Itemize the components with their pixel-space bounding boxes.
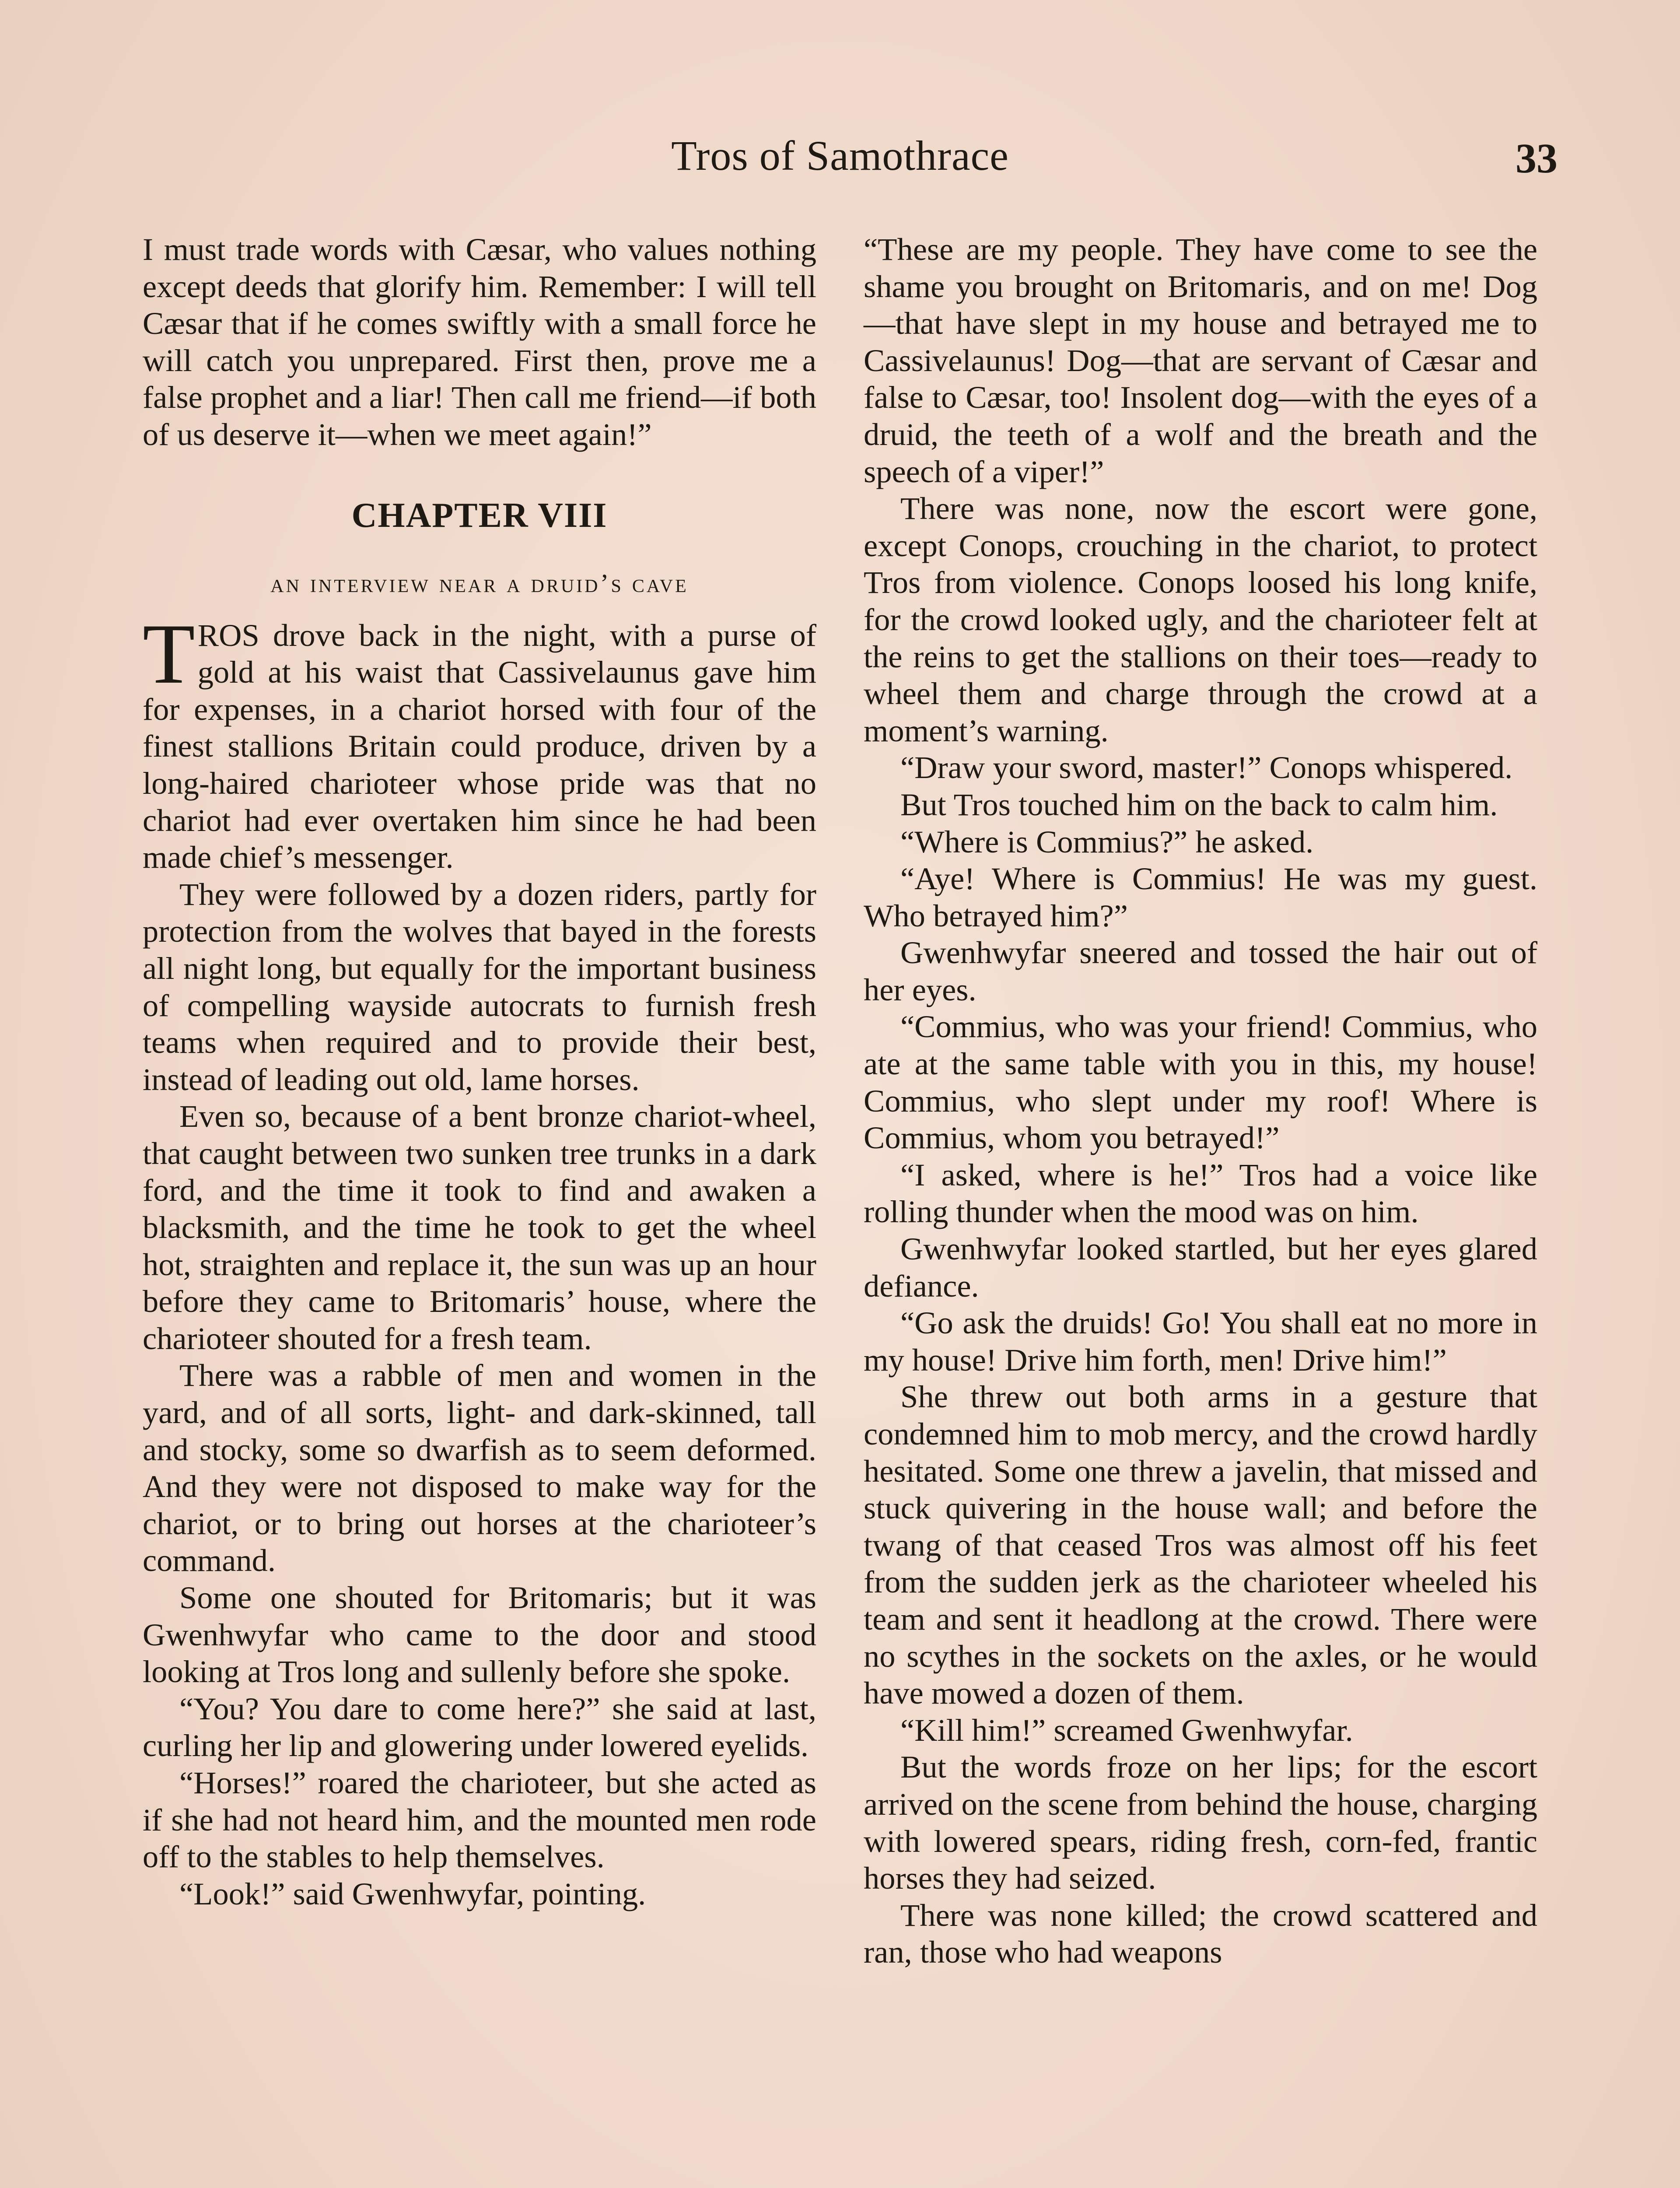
right-column (864, 231, 1537, 1971)
left-column (143, 231, 816, 1912)
paragraph: Some one shouted for Britomaris; but it was Gwenhwyfar who came to the door and stood looking at Tros long and sullenly before she spoke. (143, 1580, 816, 1690)
paragraph: “Horses!” roared the charioteer, but she acted as if she had not heard him, and the mounted men rode off to the stables to help themselves. (143, 1764, 816, 1875)
paragraph: “Look!” said Gwenhwyfar, pointing. (179, 1876, 646, 1911)
running-title: Tros of Samothrace (671, 132, 1009, 179)
paragraph: But Tros touched him on the back to calm him. (900, 786, 1498, 822)
paragraph: “Draw your sword, master!” Conops whispered. (900, 750, 1513, 785)
paragraph: There was none, now the escort were gone, except Conops, crouching in the chariot, to protect Tros from violence. Conops loosed his long knife, for the crowd looked ugly, and the charioteer felt at the reins to get the stallions on their toes—ready to wheel them and charge through the crowd at a moment’s warning. (864, 491, 1537, 748)
opening-paragraph (143, 606, 816, 876)
paragraph: “You? You dare to come here?” she said at last, curling her lip and glowering under lowered eyelids. (143, 1690, 816, 1764)
paragraph: Gwenhwyfar looked startled, but her eyes glared defiance. (864, 1231, 1537, 1304)
paragraph: “Aye! Where is Commius! He was my guest. Who betrayed him?” (864, 861, 1537, 933)
paragraph: “Where is Commius?” he asked. (900, 824, 1314, 859)
chapter-subtitle: an interview near a druid’s cave (270, 568, 689, 598)
page-number: 33 (1516, 135, 1558, 182)
opening-paragraph-text: ROS drove back in the night, with a purse of gold at his waist that Cassivelaunus gave him for expenses, in a chariot horsed with four of the finest stallions Britain could produce, driven by a long-haired charioteer whose pride was that no chariot had ever overtaken him since he had been made chief’s messenger. (143, 617, 816, 875)
paragraph: They were followed by a dozen riders, partly for protection from the wolves that bayed in the forests all night long, but equally for the important business of compelling wayside autocrats to furnish fresh teams when required and to provide their best, instead of leading out old, lame horses. (143, 876, 816, 1097)
chapter-title: CHAPTER VIII (351, 496, 608, 535)
paragraph: “I asked, where is he!” Tros had a voice like rolling thunder when the mood was on him. (864, 1157, 1537, 1230)
paragraph: “Kill him!” screamed Gwenhwyfar. (900, 1712, 1353, 1748)
paragraph: “Commius, who was your friend! Commius, who ate at the same table with you in this, my house! Commius, who slept under my roof! Where is Commius, whom you betrayed!” (864, 1009, 1537, 1156)
paragraph: There was a rabble of men and women in the yard, and of all sorts, light- and dark-skinned, tall and stocky, some so dwarfish as to seem deformed. And they were not disposed to make way for the chariot, or to bring out horses at the charioteer’s command. (143, 1357, 816, 1578)
paragraph: “These are my people. They have come to see the shame you brought on Britomaris, and on me! Dog—that have slept in my house and betrayed me to Cassivelaunus! Dog—that are servant of Cæsar and false to Cæsar, too! Insolent dog—with the eyes of a druid, the teeth of a wolf and the breath and the speech of a viper!” (864, 231, 1537, 489)
paragraph: But the words froze on her lips; for the escort arrived on the scene from behind the house, charging with lowered spears, riding fresh, corn-fed, frantic horses they had seized. (864, 1749, 1537, 1896)
paragraph: “Go ask the druids! Go! You shall eat no more in my house! Drive him forth, men! Drive him!” (864, 1305, 1537, 1378)
paragraph: There was none killed; the crowd scattered and ran, those who had weapons (864, 1897, 1537, 1970)
paragraph: I must trade words with Cæsar, who values nothing except deeds that glorify him. Remember: I will tell Cæsar that if he comes swiftly with a small force he will catch you unprepared. First then, prove me a false prophet and a liar! Then call me friend—if both of us deserve it—when we meet again!” (143, 231, 816, 452)
paragraph: Gwenhwyfar sneered and tossed the hair out of her eyes. (864, 935, 1537, 1007)
running-head (140, 131, 1558, 193)
paragraph: Even so, because of a bent bronze chariot-wheel, that caught between two sunken tree trunks in a dark ford, and the time it took to find and awaken a blacksmith, and the time he took to get the wheel hot, straighten and replace it, the sun was up an hour before they came to Britomaris’ house, where the charioteer shouted for a fresh team. (143, 1098, 816, 1356)
paragraph: She threw out both arms in a gesture that condemned him to mob mercy, and the crowd hardly hesitated. Some one threw a javelin, that missed and stuck quivering in the house wall; and before the twang of that ceased Tros was almost off his feet from the sudden jerk as the charioteer wheeled his team and sent it headlong at the crowd. There were no scythes in the sockets on the axles, or he would have mowed a dozen of them. (864, 1379, 1537, 1711)
drop-cap: T (143, 606, 195, 701)
